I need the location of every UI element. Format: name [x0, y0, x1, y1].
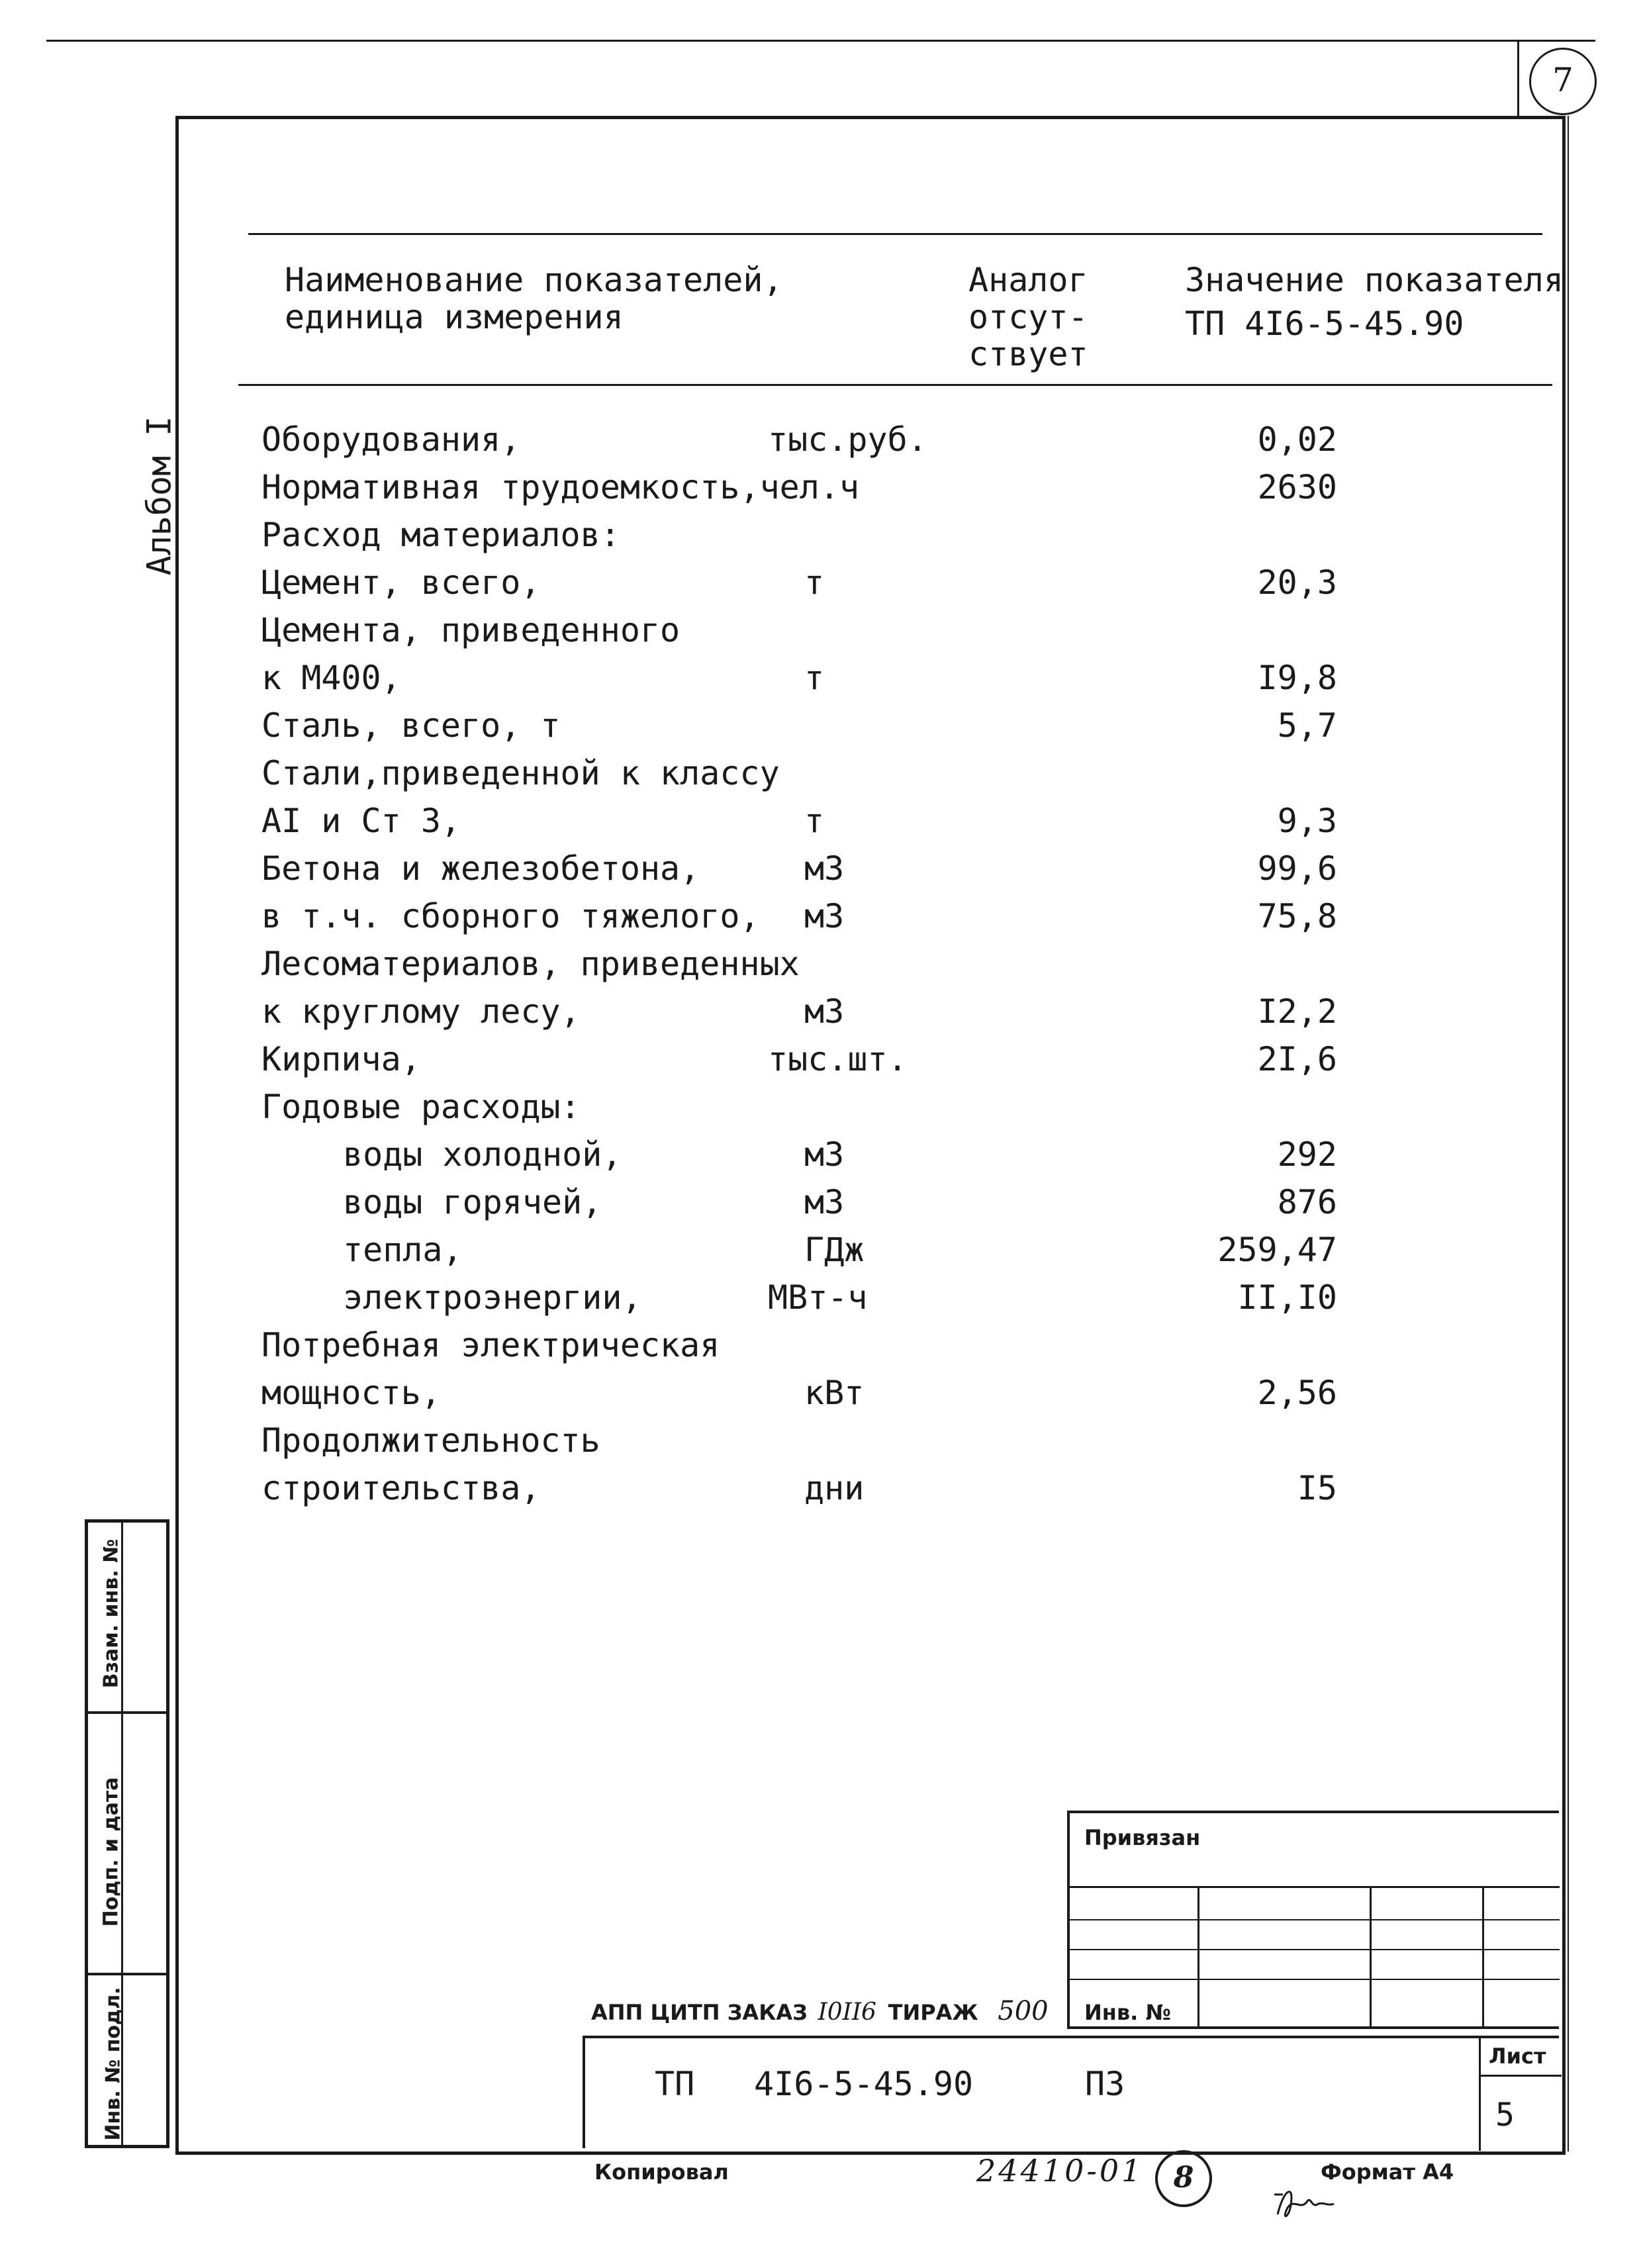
- side-stamp-vzam-inv: Взам. инв. №: [99, 1538, 123, 1689]
- title-block: [583, 2036, 1559, 2148]
- tirazh-label: ТИРАЖ: [888, 2000, 978, 2025]
- indicator-value: 20,3: [1257, 563, 1337, 602]
- indicator-row: [0, 1035, 1337, 1083]
- indicator-value: I9,8: [1257, 659, 1337, 697]
- header-bottom-rule: [238, 384, 1552, 386]
- sheet-value: 5: [1495, 2097, 1515, 2134]
- indicator-unit: кВт: [804, 1374, 865, 1412]
- indicator-unit: тыс.руб.: [768, 420, 927, 459]
- header-col-name: [285, 261, 783, 336]
- indicator-name: мощность,: [261, 1374, 441, 1412]
- indicator-row: [0, 1274, 1337, 1321]
- indicator-name: к М400,: [261, 659, 401, 697]
- indicator-row: [0, 416, 1337, 463]
- album-label: Альбом I: [140, 416, 179, 576]
- indicator-name: Оборудования,: [261, 420, 521, 459]
- indicator-value: 5,7: [1277, 706, 1337, 745]
- indicator-unit: т: [804, 659, 825, 697]
- indicator-row: [0, 749, 1324, 797]
- indicator-value: 2630: [1257, 468, 1337, 506]
- indicator-row: [0, 940, 1324, 988]
- header-col-name-line2: единица измерения: [285, 298, 624, 336]
- indicator-unit: м3: [804, 897, 845, 935]
- sheet-number-circled: 7: [1552, 61, 1573, 99]
- privyazan-col-3: [1482, 1886, 1484, 2028]
- privyazan-col-2: [1370, 1886, 1372, 2028]
- indicator-value: 0,02: [1257, 420, 1337, 459]
- indicator-row: [0, 988, 1337, 1035]
- indicator-name: воды горячей,: [343, 1183, 602, 1221]
- side-stamp-podp-data: Подп. и дата: [99, 1777, 123, 1927]
- header-col-value-line2: ТП 4I6-5-45.90: [1185, 305, 1464, 343]
- indicator-row: [0, 1178, 1337, 1226]
- side-stamp: [85, 1519, 169, 2148]
- indicator-value: II,I0: [1237, 1278, 1337, 1317]
- privyazan-rule-2: [1070, 1919, 1560, 1920]
- indicator-unit: тыс.шт.: [768, 1040, 908, 1078]
- indicator-name: Годовые расходы:: [261, 1088, 581, 1126]
- inv-no-label: Инв. №: [1084, 2000, 1171, 2025]
- indicator-value: 876: [1277, 1183, 1337, 1221]
- indicator-row: [0, 559, 1337, 606]
- print-info: [591, 1996, 1049, 2026]
- indicator-name: Сталь, всего, т: [261, 706, 561, 745]
- archive-sheet-number: 8: [1173, 2161, 1194, 2195]
- indicator-value: 9,3: [1277, 802, 1337, 840]
- kopiroval-label: Копировал: [594, 2159, 729, 2185]
- indicator-name: в т.ч. сборного тяжелого,: [261, 897, 760, 935]
- privyazan-rule-3: [1070, 1949, 1560, 1950]
- indicator-row: [0, 702, 1337, 749]
- indicator-name: тепла,: [343, 1231, 463, 1269]
- doc-number: 4I6-5-45.90: [754, 2065, 974, 2103]
- privyazan-col-1: [1197, 1886, 1199, 2028]
- side-stamp-divider-1: [88, 1711, 167, 1714]
- tirazh-value: 500: [998, 1996, 1049, 2026]
- indicator-row: [0, 463, 1337, 511]
- indicator-unit: м3: [804, 849, 845, 888]
- indicator-name: Потребная электрическая: [261, 1326, 720, 1364]
- indicator-value: 2I,6: [1257, 1040, 1337, 1078]
- indicator-name: Расход материалов:: [261, 516, 620, 554]
- indicator-row: [0, 797, 1337, 845]
- indicator-row: [0, 606, 1324, 654]
- format-label: Формат А4: [1321, 2159, 1454, 2185]
- indicator-row: [0, 1226, 1337, 1274]
- header-col-analog-line1: Аналог: [968, 261, 1088, 299]
- indicator-name: Лесоматериалов, приведенных: [261, 945, 800, 983]
- indicator-name: АI и Ст 3,: [261, 802, 461, 840]
- header-col-name-line1: Наименование показателей,: [285, 261, 783, 299]
- header-col-analog: [968, 261, 1088, 373]
- indicator-value: 292: [1277, 1135, 1337, 1174]
- indicator-name: электроэнергии,: [343, 1278, 642, 1317]
- indicator-unit: м3: [804, 992, 845, 1031]
- indicator-name: воды холодной,: [343, 1135, 622, 1174]
- sheet-number-circle: [1529, 48, 1597, 115]
- indicator-row: [0, 1464, 1337, 1512]
- header-top-rule: [248, 233, 1542, 235]
- side-stamp-divider-2: [88, 1973, 167, 1975]
- indicator-name: Продолжительность: [261, 1421, 600, 1460]
- indicator-name: строительства,: [261, 1469, 541, 1507]
- indicator-row: [0, 892, 1337, 940]
- indicator-name: Стали,приведенной к классу: [261, 754, 780, 792]
- indicator-value: 75,8: [1257, 897, 1337, 935]
- corner-vertical-line: [1517, 40, 1519, 119]
- indicator-row: [0, 654, 1337, 702]
- privyazan-box: [1067, 1811, 1559, 2029]
- header-col-value-line1: Значение показателя: [1185, 261, 1564, 299]
- indicator-row: [0, 1321, 1324, 1369]
- archive-number: 24410-01: [976, 2153, 1144, 2189]
- title-block-sheet-divider: [1479, 2038, 1481, 2151]
- order-number: I0II6: [818, 1999, 876, 2026]
- indicator-row: [0, 845, 1337, 892]
- sheet-label: Лист: [1489, 2044, 1546, 2069]
- indicator-unit: ГДж: [804, 1231, 865, 1269]
- indicator-row: [0, 1131, 1337, 1178]
- privyazan-rule-4: [1070, 1979, 1560, 1980]
- header-col-analog-line3: ствует: [968, 335, 1088, 373]
- indicator-name: Цемент, всего,: [261, 563, 541, 602]
- header-col-value: [1185, 261, 1564, 342]
- privyazan-label: Привязан: [1084, 1825, 1201, 1850]
- top-trim-line: [46, 40, 1595, 42]
- indicator-list: [0, 416, 1643, 1541]
- indicator-name: Цемента, приведенного: [261, 611, 681, 649]
- indicator-name: к круглому лесу,: [261, 992, 581, 1031]
- indicator-row: [0, 1083, 1324, 1131]
- indicator-row: [0, 1369, 1337, 1417]
- indicator-row: [0, 511, 1324, 559]
- archive-sheet-circle: [1155, 2150, 1212, 2207]
- indicator-value: I2,2: [1257, 992, 1337, 1031]
- indicator-name: Кирпича,: [261, 1040, 421, 1078]
- indicator-value: I5: [1297, 1469, 1337, 1507]
- indicator-row: [0, 1417, 1324, 1464]
- indicator-unit: дни: [804, 1469, 865, 1507]
- indicator-value: 259,47: [1217, 1231, 1337, 1269]
- print-info-prefix: АПП ЦИТП ЗАКАЗ: [591, 2000, 808, 2025]
- doc-section: ПЗ: [1085, 2065, 1125, 2103]
- privyazan-rule-1: [1070, 1886, 1560, 1888]
- indicator-name: Бетона и железобетона,: [261, 849, 700, 888]
- header-col-analog-line2: отсут-: [968, 298, 1088, 336]
- title-block-sheet-rule: [1479, 2075, 1562, 2077]
- indicator-value: 2,56: [1257, 1374, 1337, 1412]
- indicator-name: Нормативная трудоемкость,чел.ч: [261, 468, 860, 506]
- side-stamp-inv-podl: Инв. № подл.: [101, 1987, 125, 2141]
- indicator-value: 99,6: [1257, 849, 1337, 888]
- indicator-unit: МВт-ч: [768, 1278, 868, 1317]
- indicator-unit: т: [804, 563, 825, 602]
- doc-code: ТП: [655, 2065, 695, 2103]
- indicator-unit: м3: [804, 1183, 845, 1221]
- indicator-unit: т: [804, 802, 825, 840]
- indicator-unit: м3: [804, 1135, 845, 1174]
